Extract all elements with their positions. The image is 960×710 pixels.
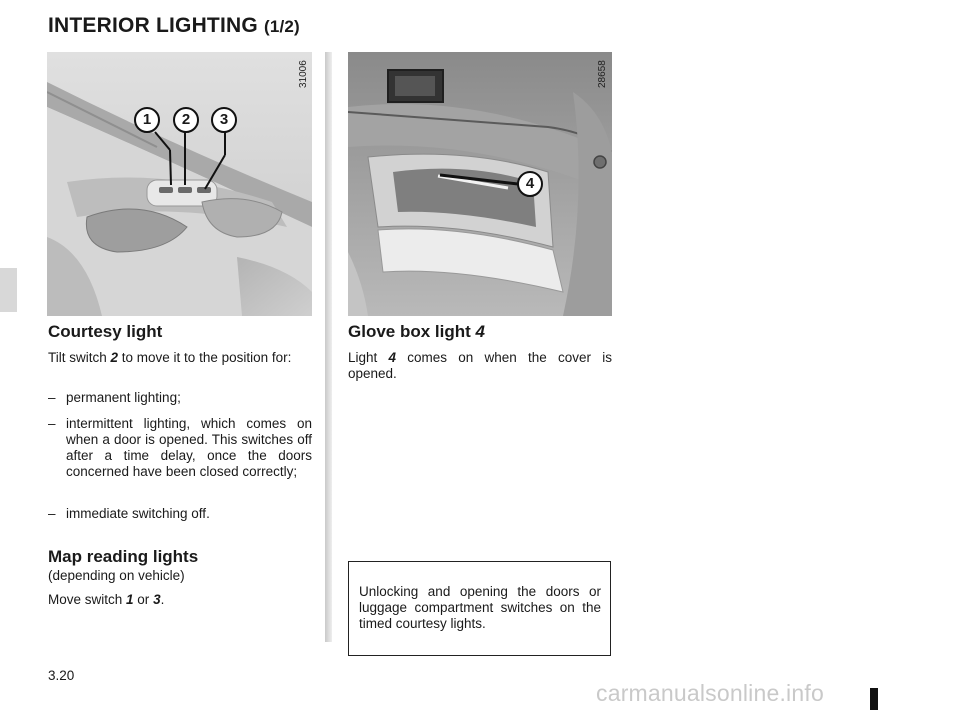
glovebox-text (348, 350, 612, 382)
callout-2 (173, 107, 199, 133)
courtesy-bullet-1 (48, 390, 312, 406)
page-title-text: INTERIOR LIGHTING (48, 14, 258, 37)
page-number: 3.20 (48, 668, 75, 683)
courtesy-intro (48, 350, 312, 366)
callout-3 (211, 107, 237, 133)
map-text-end: . (160, 592, 165, 607)
light-ref-4: 4 (388, 350, 397, 365)
glovebox-heading-ref: 4 (475, 322, 485, 341)
bullet-text: intermittent lighting, which comes on when a door is opened. This switches off after a time delay, once the doors concerned have been closed correctly; (66, 416, 312, 479)
glovebox-text-after: comes on when the cover is opened. (348, 350, 612, 381)
section-tab (0, 268, 17, 312)
column-divider (325, 52, 332, 642)
callout-4-label: 4 (525, 175, 535, 192)
page-title-part: (1/2) (263, 17, 300, 36)
right-figure-code: 28658 (597, 60, 608, 88)
bullet-dash: – (48, 416, 56, 431)
bullet-dash: – (48, 390, 56, 405)
glovebox-heading-text: Glove box light (348, 322, 476, 341)
courtesy-bullet-3 (48, 506, 312, 522)
page-title (48, 14, 300, 38)
map-note: (depending on vehicle) (48, 568, 185, 583)
switch-ref-2: 2 (110, 350, 119, 365)
glove-box-illustration (348, 52, 612, 316)
map-heading: Map reading lights (48, 547, 199, 566)
callout-2-label: 2 (181, 111, 191, 128)
callout-1-label: 1 (142, 111, 152, 128)
corner-mark (870, 688, 878, 710)
switch-ref-3: 3 (153, 592, 161, 607)
left-figure-code: 31006 (298, 60, 309, 88)
info-box-text: Unlocking and opening the doors or luggage compartment switches on the timed courtesy lights. (359, 584, 601, 631)
callout-3-label: 3 (219, 111, 229, 128)
courtesy-heading: Courtesy light (48, 322, 163, 341)
glovebox-text-before: Light (348, 350, 389, 365)
roof-console-figure (47, 52, 312, 316)
map-text (48, 592, 312, 608)
glove-box-figure (348, 52, 612, 316)
glovebox-heading (348, 322, 485, 342)
courtesy-intro-before: Tilt switch (48, 350, 111, 365)
bullet-dash: – (48, 506, 56, 521)
courtesy-bullet-2 (48, 416, 312, 480)
info-box (348, 561, 611, 656)
bullet-text: immediate switching off. (66, 506, 210, 521)
map-text-before: Move switch (48, 592, 127, 607)
bullet-text: permanent lighting; (66, 390, 181, 405)
callout-1 (134, 107, 160, 133)
switch-ref-1: 1 (126, 592, 134, 607)
map-text-or: or (133, 592, 154, 607)
callout-4 (517, 171, 543, 197)
courtesy-intro-after: to move it to the position for: (118, 350, 292, 365)
roof-console-illustration (47, 52, 312, 316)
watermark: carmanualsonline.info (596, 680, 824, 706)
